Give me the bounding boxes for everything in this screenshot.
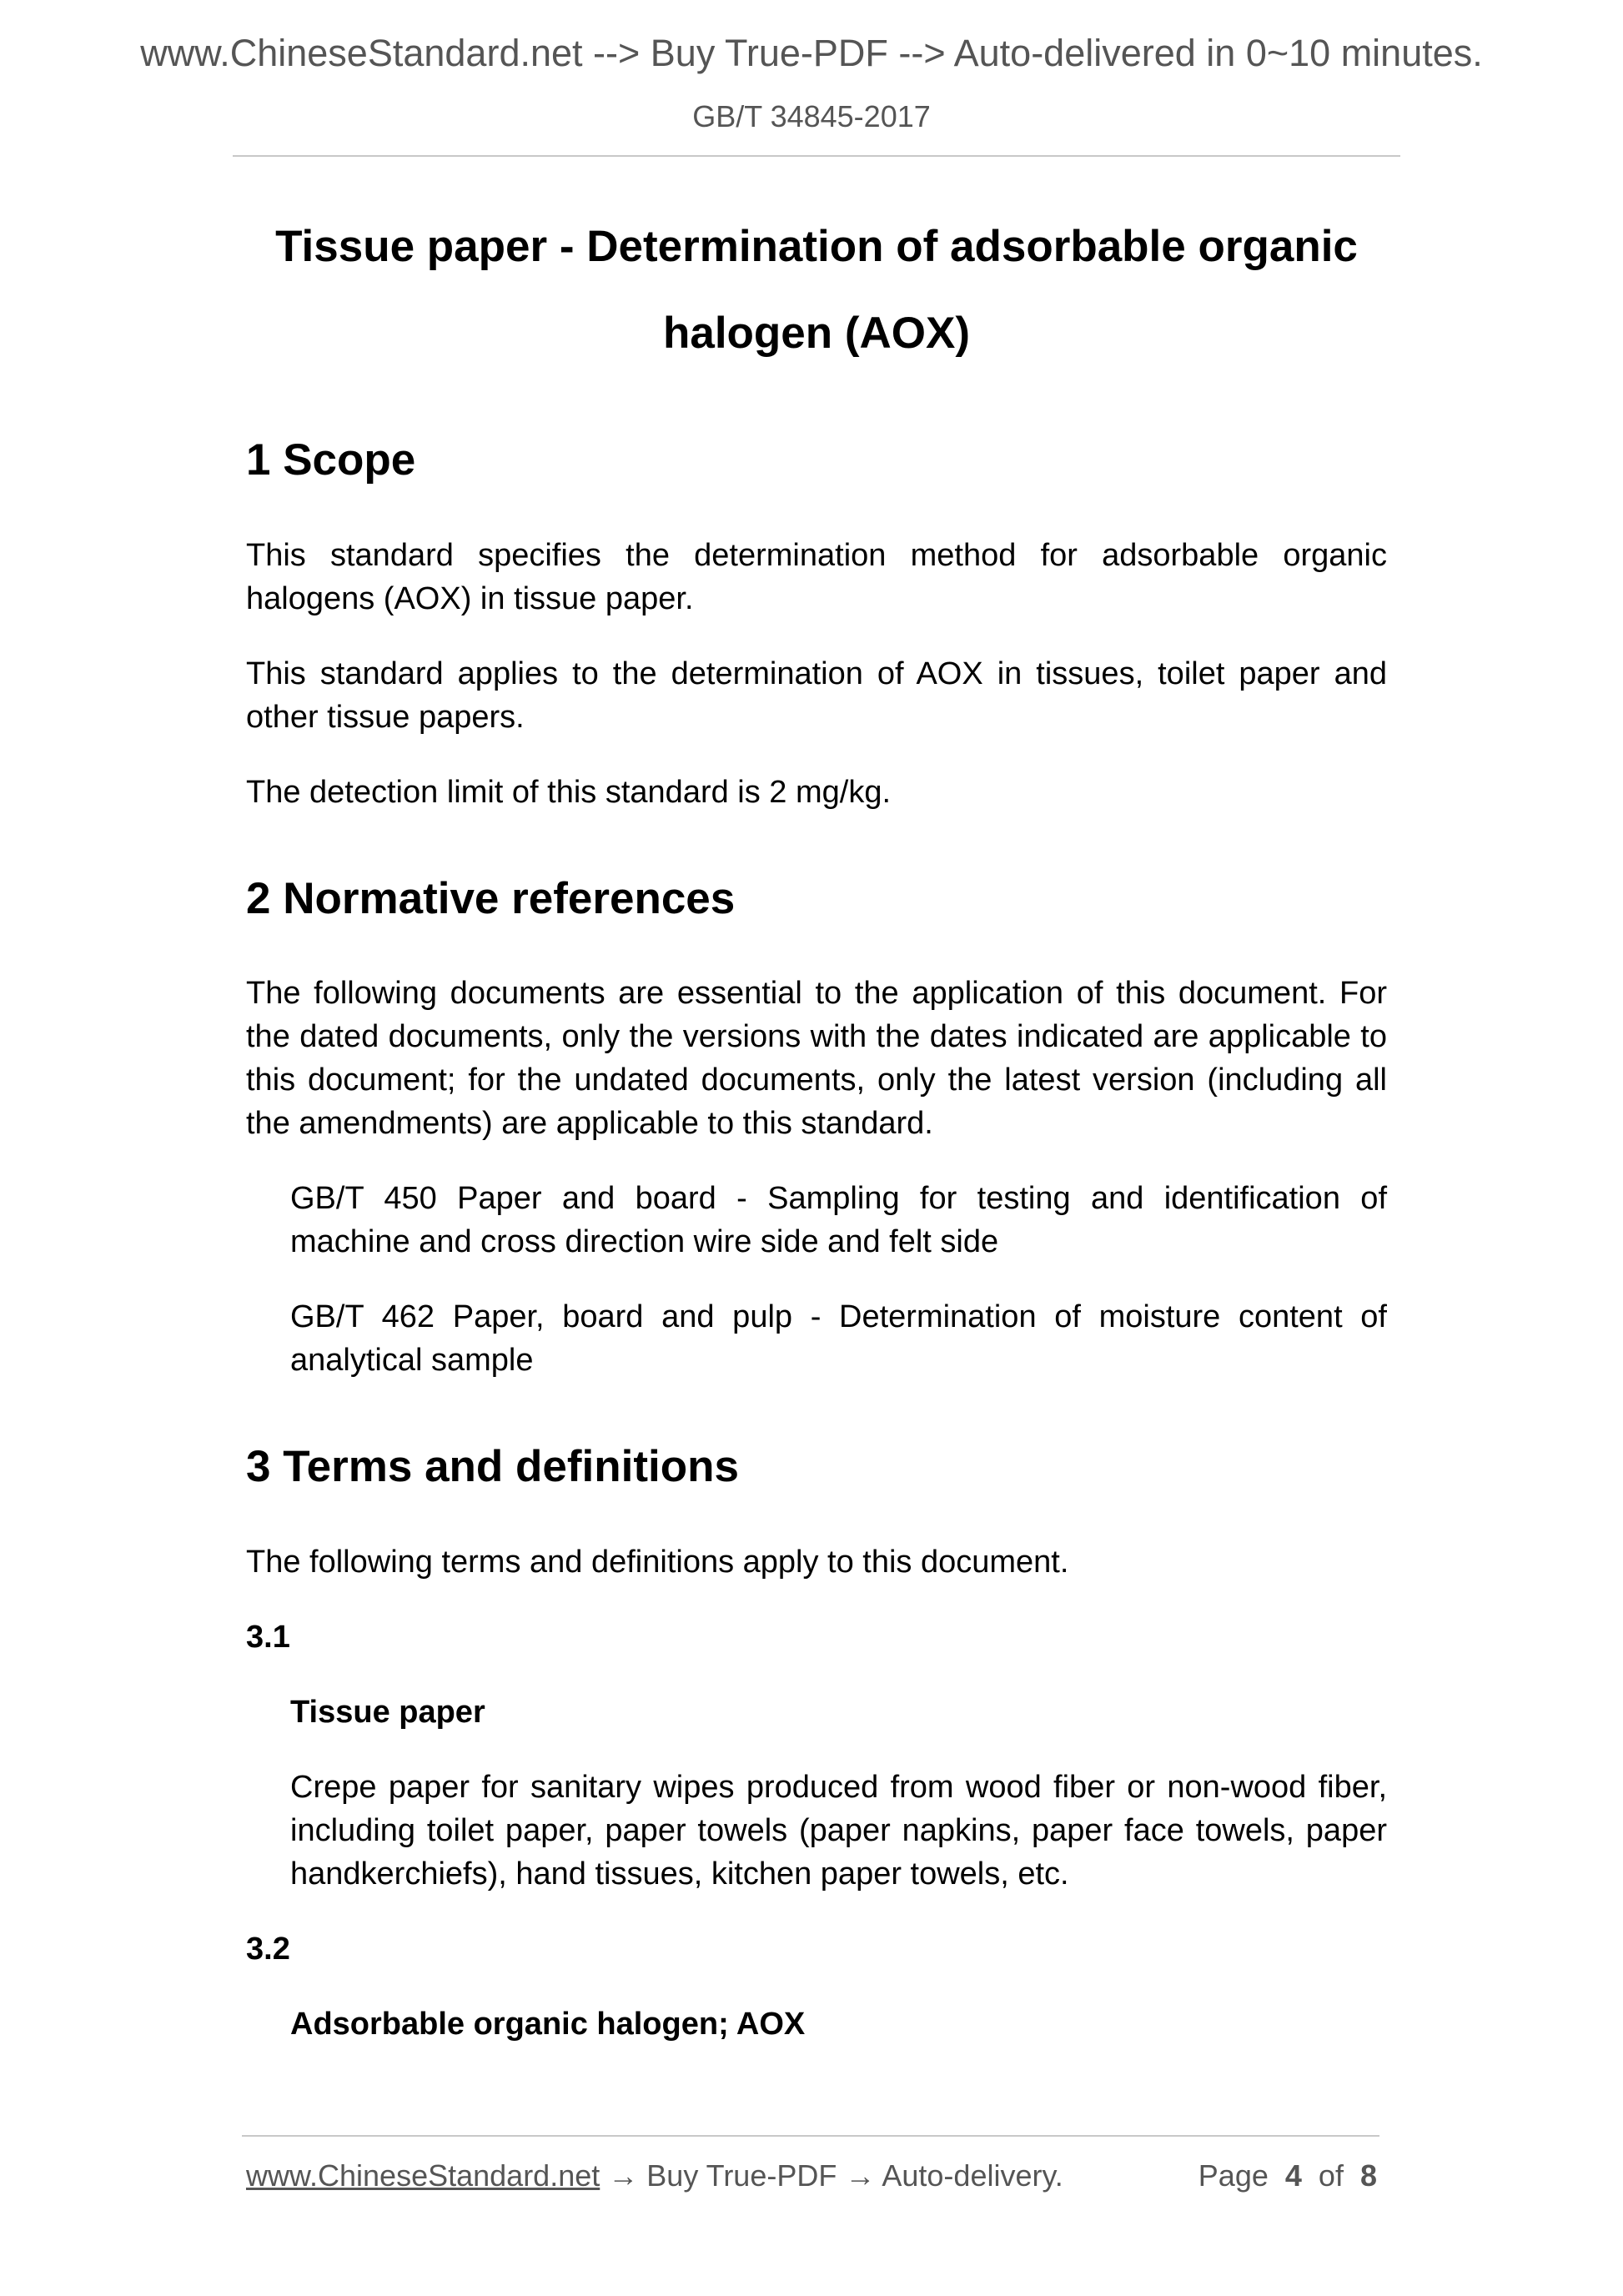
term-number: 3.1 [246, 1619, 290, 1655]
page-indicator [1198, 2158, 1377, 2193]
section-heading-scope: 1 Scope [246, 435, 416, 485]
scope-paragraph-2: This standard applies to the determination of AOX in tissues, toilet paper and other tissue papers. [246, 656, 1387, 735]
page-of-label: of [1318, 2158, 1344, 2193]
term-number: 3.2 [246, 1931, 290, 1967]
footer-delivery-text: Auto-delivery. [882, 2158, 1063, 2193]
top-banner: www.ChineseStandard.net --> Buy True-PDF --> Auto-delivered in 0~10 minutes. [140, 32, 1483, 74]
terms-intro-paragraph: The following terms and definitions apply to this document. [246, 1544, 1069, 1580]
document-body [246, 434, 1387, 2077]
term-definition: Crepe paper for sanitary wipes produced from wood fiber or non-wood fiber, including toilet paper, paper towels (paper napkins, paper face towels, paper handkerchiefs), hand tissues, kitchen paper towels, etc. [290, 1769, 1387, 1892]
document-title-line-1: Tissue paper - Determination of adsorbable organic [275, 222, 1358, 271]
arrow-right-icon: → [845, 2158, 876, 2193]
document-code: GB/T 34845-2017 [692, 99, 931, 133]
scope-paragraph-3: The detection limit of this standard is 2 mg/kg. [246, 774, 892, 810]
document-title-line-2: halogen (AOX) [662, 309, 971, 358]
term-name: Tissue paper [290, 1694, 485, 1730]
term-name: Adsorbable organic halogen; AOX [290, 2006, 806, 2042]
normative-reference-item: GB/T 450 Paper and board - Sampling for testing and identification of machine and cross direction wire side and felt side [290, 1181, 1387, 1260]
arrow-right-icon: → [608, 2158, 639, 2193]
scope-paragraph-1: This standard specifies the determination method for adsorbable organic halogens (AOX) in tissue paper. [246, 537, 1387, 616]
section-heading-terms-and-definitions: 3 Terms and definitions [246, 1442, 739, 1492]
normative-reference-item: GB/T 462 Paper, board and pulp - Determination of moisture content of analytical sample [290, 1299, 1387, 1379]
section-heading-normative-references: 2 Normative references [246, 873, 736, 923]
normative-intro-paragraph: The following documents are essential to the application of this document. For the dated documents, only the versions with the dates indicated are applicable to this document; for the undated documents, only the latest version (including all the amendments) are applicable to this standard. [246, 976, 1387, 1142]
footer-website-link[interactable]: www.ChineseStandard.net [246, 2158, 600, 2193]
page-current-number: 4 [1284, 2158, 1302, 2193]
section-scope [246, 434, 1387, 814]
header-divider [233, 155, 1400, 157]
section-terms-and-definitions [246, 1440, 1387, 2046]
page-label: Page [1198, 2158, 1269, 2193]
page-total-number: 8 [1359, 2158, 1377, 2193]
footer-promo [246, 2158, 1063, 2193]
section-normative-references [246, 872, 1387, 1383]
document-title [233, 203, 1400, 377]
footer-buy-text: Buy True-PDF [646, 2158, 837, 2193]
footer-divider [242, 2135, 1379, 2137]
